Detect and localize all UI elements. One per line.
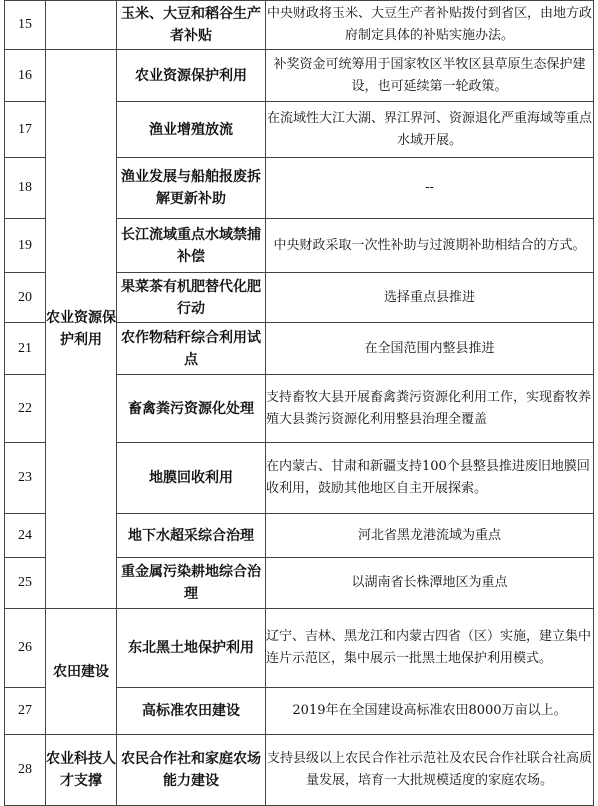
policy-item: 渔业增殖放流 (117, 102, 266, 158)
row-number: 25 (5, 558, 46, 609)
row-number: 19 (5, 219, 46, 273)
table-row (5, 50, 594, 102)
policy-item: 畜禽粪污资源化处理 (117, 375, 266, 443)
category-cell: 农业科技人才支撑 (46, 735, 117, 806)
policy-description: 以湖南省长株潭地区为重点 (266, 558, 594, 609)
category-cell: 农业资源保护利用 (46, 50, 117, 609)
row-number: 21 (5, 323, 46, 375)
policy-description: 辽宁、吉林、黑龙江和内蒙古四省（区）实施，建立集中连片示范区，集中展示一批黑土地保护利用模式。 (266, 609, 594, 688)
policy-item: 长江流域重点水域禁捕补偿 (117, 219, 266, 273)
row-number: 28 (5, 735, 46, 806)
row-number: 24 (5, 514, 46, 558)
row-number: 18 (5, 158, 46, 219)
policy-item: 玉米、大豆和稻谷生产者补贴 (117, 1, 266, 50)
policy-description: 河北省黑龙港流域为重点 (266, 514, 594, 558)
row-number: 17 (5, 102, 46, 158)
category-cell-empty (46, 1, 117, 50)
table-row (5, 735, 594, 806)
policy-description: 支持畜牧大县开展畜禽粪污资源化利用工作，实现畜牧养殖大县粪污资源化利用整县治理全覆盖 (266, 375, 594, 443)
table-row (5, 609, 594, 688)
row-number: 20 (5, 273, 46, 323)
row-number: 27 (5, 688, 46, 735)
policy-description: 2019年在全国建设高标准农田8000万亩以上。 (266, 688, 594, 735)
policy-description: 在内蒙古、甘肃和新疆支持100个县整县推进废旧地膜回收利用，鼓励其他地区自主开展探索。 (266, 443, 594, 514)
policy-item: 农民合作社和家庭农场能力建设 (117, 735, 266, 806)
row-number: 15 (5, 1, 46, 50)
row-number: 23 (5, 443, 46, 514)
policy-description: 在全国范围内整县推进 (266, 323, 594, 375)
policy-description: 支持县级以上农民合作社示范社及农民合作社联合社高质量发展，培育一大批规模适度的家庭农场。 (266, 735, 594, 806)
policy-item: 地下水超采综合治理 (117, 514, 266, 558)
category-cell: 农田建设 (46, 609, 117, 735)
policy-item: 果菜茶有机肥替代化肥行动 (117, 273, 266, 323)
policy-description: -- (266, 158, 594, 219)
policy-description: 中央财政将玉米、大豆生产者补贴拨付到省区，由地方政府制定具体的补贴实施办法。 (266, 1, 594, 50)
policy-description: 补奖资金可统筹用于国家牧区半牧区县草原生态保护建设，也可延续第一轮政策。 (266, 50, 594, 102)
table-row (5, 1, 594, 50)
policy-description: 中央财政采取一次性补助与过渡期补助相结合的方式。 (266, 219, 594, 273)
row-number: 22 (5, 375, 46, 443)
policy-item: 农作物秸秆综合利用试点 (117, 323, 266, 375)
policy-item: 东北黑土地保护利用 (117, 609, 266, 688)
row-number: 16 (5, 50, 46, 102)
policy-item: 农业资源保护利用 (117, 50, 266, 102)
policy-item: 地膜回收利用 (117, 443, 266, 514)
policy-item: 重金属污染耕地综合治理 (117, 558, 266, 609)
policy-item: 高标准农田建设 (117, 688, 266, 735)
policy-description: 在流域性大江大湖、界江界河、资源退化严重海域等重点水域开展。 (266, 102, 594, 158)
policy-description: 选择重点县推进 (266, 273, 594, 323)
policy-item: 渔业发展与船舶报废拆解更新补助 (117, 158, 266, 219)
policy-table (4, 0, 594, 806)
row-number: 26 (5, 609, 46, 688)
